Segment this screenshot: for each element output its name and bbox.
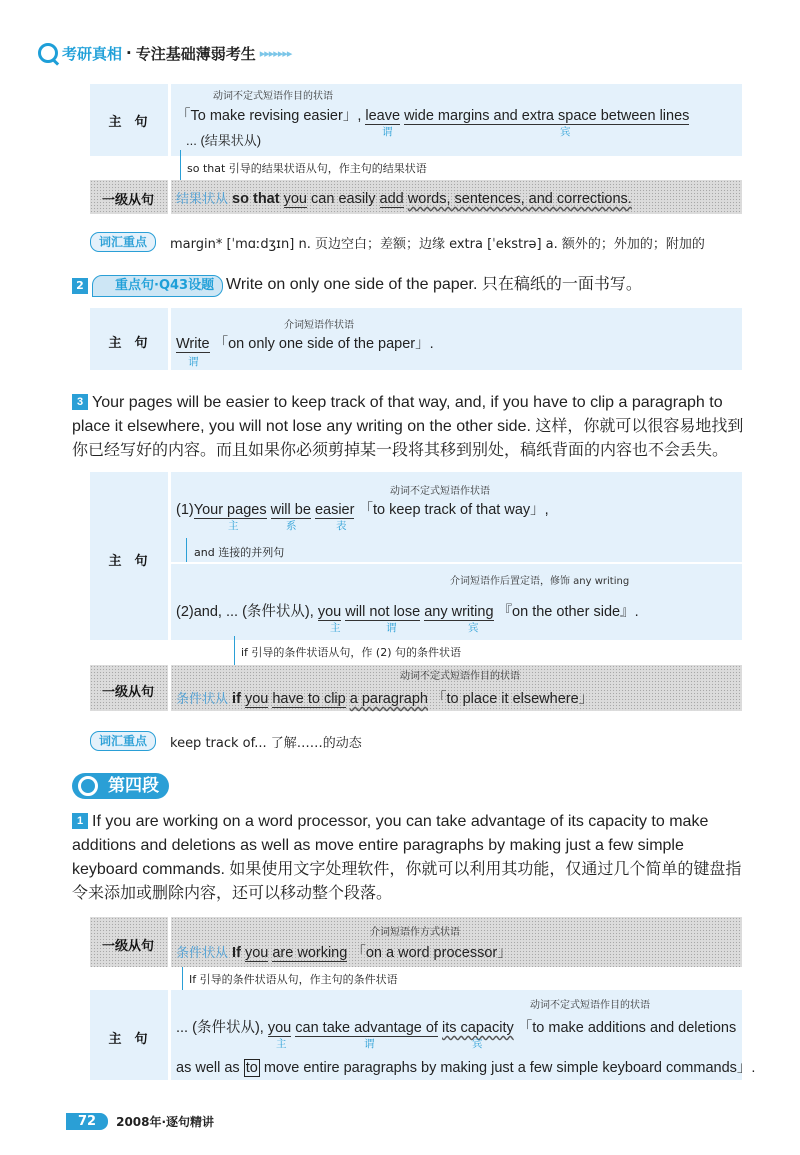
header-arrows-icon: ▸▸▸▸▸▸▸	[259, 46, 292, 60]
key-sentence-tag: 重点句·Q43设题	[92, 275, 223, 297]
connector-note: if 引导的条件状语从句，作 (2) 句的条件状语	[241, 646, 461, 659]
search-icon	[78, 776, 98, 796]
sentence-fragment: 「To make revising easier」, leave wide margins and extra space between lines	[176, 108, 690, 124]
vocab-tag: 词汇重点	[90, 232, 156, 252]
tag-subject: 主	[228, 520, 239, 532]
tag-predicate: 谓	[382, 126, 393, 138]
sentence-paragraph: 1 If you are working on a word processor, you can take advantage of its capacity to make additions and deletions as well as move entire paragraphs by making just a few simple keyboard commands. 如果使用文字处理软件，你就可以利用其功能，仅通过几个简单的键盘指令来添加或删除内容，还可以移动整个段落。	[72, 813, 742, 902]
item-number: 1	[72, 813, 88, 829]
connector-note: If 引导的条件状语从句，作主句的条件状语	[189, 973, 398, 986]
analysis-main-clause-4	[90, 990, 756, 1080]
vocab-text: keep track of... 了解……的动态	[170, 736, 362, 751]
annotation-note: 动词不定式短语作目的状语	[530, 1000, 650, 1011]
tag-object: 宾	[560, 126, 571, 138]
sentence-fragment: (2)and, ... (条件状从), you will not lose any writing 『on the other side』.	[176, 604, 639, 620]
sentence-fragment: Write 「on only one side of the paper」.	[176, 336, 434, 352]
tag-subject: 主	[330, 622, 341, 634]
tag-linking: 系	[286, 520, 297, 532]
label-main-clause: 主 句	[108, 1032, 148, 1047]
annotation-note: 介词短语作后置定语，修饰 any writing	[450, 576, 630, 587]
vocab-tag: 词汇重点	[90, 731, 156, 751]
annotation-note: 介词短语作方式状语	[370, 927, 460, 938]
tag-subject: 主	[276, 1038, 287, 1050]
tag-object: 宾	[468, 622, 479, 634]
connector-line	[180, 150, 181, 182]
sentence-paragraph: 3 Your pages will be easier to keep track of that way, and, if you have to clip a paragraph to place it elsewhere, you will not lose any writing on the other side. 这样，你就可以很容易地找到你已经写好的内容。而且如果你必须剪掉某一段将其移到别处，稿纸背面的内容也不会丢失。	[72, 394, 744, 459]
connector-line	[234, 636, 235, 666]
analysis-main-clause-2	[90, 308, 742, 370]
label-subordinate-clause: 一级从句	[101, 193, 154, 208]
label-main-clause: 主 句	[108, 554, 148, 569]
tag-object: 宾	[472, 1038, 483, 1050]
label-subordinate-clause: 一级从句	[101, 939, 154, 954]
tag-predicate: 谓	[364, 1038, 375, 1050]
label-main-clause: 主 句	[108, 115, 148, 130]
analysis-subordinate-clause-4	[90, 917, 742, 967]
label-main-clause: 主 句	[108, 336, 148, 351]
sentence-fragment: as well as to move entire paragraphs by making just a few simple keyboard commands」.	[176, 1060, 756, 1076]
annotation-note: 介词短语作状语	[284, 320, 354, 331]
vocab-text: margin* [ˈmɑːdʒɪn] n. 页边空白；差额；边缘 extra [ˈekstrə] a. 额外的；外加的；附加的	[170, 237, 705, 252]
sentence-text: Write on only one side of the paper. 只在稿纸的一面书写。	[226, 276, 642, 293]
item-number: 3	[72, 394, 88, 410]
sentence-fragment: 条件状从 if you have to clip a paragraph 「to place it elsewhere」	[176, 691, 594, 707]
sentence-fragment: ... (结果状从)	[186, 133, 262, 148]
tag-predicate: 谓	[386, 622, 397, 634]
sentence-fragment: (1)Your pages will be easier 「to keep track of that way」,	[176, 502, 549, 518]
page-footer	[66, 1113, 214, 1130]
tag-predicate: 谓	[188, 356, 199, 368]
footer-title: 2008年·逐句精讲	[116, 1115, 215, 1129]
analysis-main-clause-3	[90, 472, 742, 640]
header-tagline: 专注基础薄弱考生	[135, 44, 256, 63]
connector-note: and 连接的并列句	[194, 546, 285, 559]
label-subordinate-clause: 一级从句	[101, 685, 154, 700]
connector-note: so that 引导的结果状语从句，作主句的结果状语	[187, 162, 427, 175]
sentence-fragment: 结果状从 so that you can easily add words, sentences, and corrections.	[176, 191, 632, 207]
search-logo-icon	[38, 43, 58, 63]
sentence-fragment: 条件状从 If you are working 「on a word processor」	[176, 945, 512, 961]
annotation-note: 动词不定式短语作目的状语	[213, 91, 333, 102]
page-number: 72	[66, 1113, 108, 1130]
analysis-subordinate-clause-1	[90, 180, 742, 214]
header-dot: ·	[126, 44, 132, 62]
tag-complement: 表	[336, 520, 347, 532]
section-heading: 第四段	[72, 773, 169, 799]
analysis-main-clause-1	[90, 84, 742, 156]
sentence-fragment: ... (条件状从), you can take advantage of its capacity 「to make additions and deletions	[176, 1020, 737, 1036]
annotation-note: 动词不定式短语作状语	[390, 486, 490, 497]
page-header	[38, 40, 291, 66]
annotation-note: 动词不定式短语作目的状语	[400, 671, 520, 682]
item-number: 2	[72, 276, 92, 295]
connector-line	[182, 967, 183, 991]
header-brand: 考研真相	[62, 44, 123, 63]
analysis-subordinate-clause-3	[90, 665, 742, 711]
